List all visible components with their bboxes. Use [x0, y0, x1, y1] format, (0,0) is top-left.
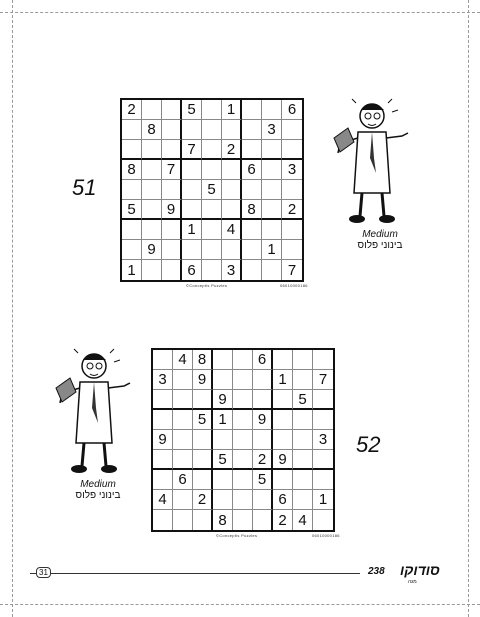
empty-cell[interactable]: [233, 410, 253, 430]
given-cell[interactable]: 1: [122, 260, 142, 280]
trim-line-bottom: [0, 604, 480, 605]
empty-cell[interactable]: [293, 450, 313, 470]
empty-cell[interactable]: [313, 470, 333, 490]
given-cell[interactable]: 1: [222, 100, 242, 120]
empty-cell[interactable]: [242, 240, 262, 260]
empty-cell[interactable]: [313, 350, 333, 370]
empty-cell[interactable]: [142, 180, 162, 200]
empty-cell[interactable]: [222, 160, 242, 180]
given-cell[interactable]: 7: [162, 160, 182, 180]
given-cell[interactable]: 1: [262, 240, 282, 260]
trim-line-right: [468, 0, 469, 617]
given-cell[interactable]: 8: [193, 350, 213, 370]
empty-cell[interactable]: [313, 510, 333, 530]
given-cell[interactable]: 8: [213, 510, 233, 530]
copyright-51: ©Conceptis Puzzles: [186, 283, 228, 288]
empty-cell[interactable]: [142, 160, 162, 180]
empty-cell[interactable]: [233, 490, 253, 510]
empty-cell[interactable]: [153, 410, 173, 430]
empty-cell[interactable]: [153, 450, 173, 470]
footer-logo-sub: מגה: [408, 579, 417, 585]
empty-cell[interactable]: [253, 430, 273, 450]
empty-cell[interactable]: [162, 240, 182, 260]
empty-cell[interactable]: [282, 220, 302, 240]
empty-cell[interactable]: [293, 430, 313, 450]
empty-cell[interactable]: [242, 180, 262, 200]
given-cell[interactable]: 6: [173, 470, 193, 490]
sudoku-grid-51[interactable]: [120, 98, 304, 282]
empty-cell[interactable]: [162, 140, 182, 160]
empty-cell[interactable]: [262, 160, 282, 180]
given-cell[interactable]: 3: [262, 120, 282, 140]
given-cell[interactable]: 1: [273, 370, 293, 390]
given-cell[interactable]: 2: [122, 100, 142, 120]
difficulty-en-52: Medium: [80, 479, 116, 490]
given-cell[interactable]: 2: [193, 490, 213, 510]
given-cell[interactable]: 7: [287, 261, 297, 279]
difficulty-he-52: בינוני פלוס: [75, 490, 121, 501]
given-cell[interactable]: 5: [122, 200, 142, 220]
empty-cell[interactable]: [153, 350, 173, 370]
empty-cell[interactable]: [233, 390, 253, 410]
empty-cell[interactable]: [313, 450, 333, 470]
given-cell[interactable]: 1: [313, 490, 333, 510]
empty-cell[interactable]: [293, 470, 313, 490]
empty-cell[interactable]: [313, 410, 333, 430]
empty-cell[interactable]: [202, 140, 222, 160]
given-cell[interactable]: 4: [173, 350, 193, 370]
empty-cell[interactable]: [293, 350, 313, 370]
empty-cell[interactable]: [233, 370, 253, 390]
given-cell[interactable]: 4: [293, 510, 313, 530]
empty-cell[interactable]: [222, 120, 242, 140]
given-cell[interactable]: 8: [122, 160, 142, 180]
given-cell[interactable]: 1: [182, 220, 202, 240]
given-cell[interactable]: 5: [253, 470, 273, 490]
empty-cell[interactable]: [162, 220, 182, 240]
cartoon-professor-icon: [52, 348, 137, 481]
given-cell[interactable]: 9: [193, 370, 213, 390]
empty-cell[interactable]: [122, 120, 142, 140]
given-cell[interactable]: 5: [193, 410, 213, 430]
footer-page-left: 31: [36, 567, 51, 578]
given-cell[interactable]: 9: [253, 410, 273, 430]
empty-cell[interactable]: [282, 240, 302, 260]
empty-cell[interactable]: [202, 120, 222, 140]
empty-cell[interactable]: [142, 140, 162, 160]
given-cell[interactable]: 6: [273, 490, 293, 510]
given-cell[interactable]: 8: [242, 200, 262, 220]
given-cell[interactable]: 2: [222, 140, 242, 160]
empty-cell[interactable]: [162, 180, 182, 200]
given-cell[interactable]: 4: [153, 490, 173, 510]
given-cell[interactable]: 6: [242, 160, 262, 180]
empty-cell[interactable]: [202, 200, 222, 220]
empty-cell[interactable]: [213, 430, 233, 450]
empty-cell[interactable]: [293, 370, 313, 390]
given-cell[interactable]: 5: [202, 180, 222, 200]
given-cell[interactable]: 8: [142, 120, 162, 140]
empty-cell[interactable]: [233, 450, 253, 470]
puzzle-code-51: 06010000186: [280, 283, 308, 288]
given-cell[interactable]: 9: [213, 390, 233, 410]
empty-cell[interactable]: [122, 180, 142, 200]
empty-cell[interactable]: [242, 120, 262, 140]
empty-cell[interactable]: [153, 470, 173, 490]
given-cell[interactable]: 7: [313, 370, 333, 390]
empty-cell[interactable]: [213, 470, 233, 490]
empty-cell[interactable]: [162, 260, 182, 280]
empty-cell[interactable]: [182, 240, 202, 260]
footer-logo: סודוקו: [400, 562, 440, 578]
empty-cell[interactable]: [173, 370, 193, 390]
empty-cell[interactable]: [173, 410, 193, 430]
given-cell[interactable]: 2: [273, 510, 293, 530]
given-cell[interactable]: 9: [273, 450, 293, 470]
given-cell[interactable]: 3: [222, 260, 242, 280]
difficulty-label-52: [58, 479, 138, 501]
empty-cell[interactable]: [262, 220, 282, 240]
empty-cell[interactable]: [242, 220, 262, 240]
given-cell[interactable]: 3: [153, 370, 173, 390]
empty-cell[interactable]: [282, 140, 302, 160]
given-cell[interactable]: 3: [282, 160, 302, 180]
difficulty-he-51: בינוני פלוס: [357, 240, 403, 251]
empty-cell[interactable]: [253, 510, 273, 530]
empty-cell[interactable]: [202, 160, 222, 180]
empty-cell[interactable]: [262, 140, 282, 160]
empty-cell[interactable]: [202, 260, 222, 280]
copyright-52: ©Conceptis Puzzles: [216, 533, 258, 538]
given-cell[interactable]: 5: [182, 100, 202, 120]
empty-cell[interactable]: [313, 390, 333, 410]
empty-cell[interactable]: [202, 100, 222, 120]
given-cell[interactable]: 3: [313, 430, 333, 450]
empty-cell[interactable]: [242, 140, 262, 160]
empty-cell[interactable]: [122, 140, 142, 160]
empty-cell[interactable]: [213, 490, 233, 510]
empty-cell[interactable]: [273, 470, 293, 490]
empty-cell[interactable]: [182, 120, 202, 140]
empty-cell[interactable]: [122, 240, 142, 260]
empty-cell[interactable]: [202, 220, 222, 240]
given-cell[interactable]: 6: [182, 260, 202, 280]
given-cell[interactable]: 7: [182, 140, 202, 160]
given-cell[interactable]: 5: [293, 390, 313, 410]
empty-cell[interactable]: [193, 390, 213, 410]
empty-cell[interactable]: [142, 100, 162, 120]
given-cell[interactable]: 5: [213, 450, 233, 470]
empty-cell[interactable]: [193, 470, 213, 490]
empty-cell[interactable]: [273, 390, 293, 410]
empty-cell[interactable]: [153, 390, 173, 410]
sudoku-grid-52[interactable]: [151, 348, 335, 532]
empty-cell[interactable]: [153, 510, 173, 530]
trim-line-top: [0, 12, 480, 13]
empty-cell[interactable]: [242, 260, 262, 280]
empty-cell[interactable]: [233, 350, 253, 370]
empty-cell[interactable]: [293, 490, 313, 510]
empty-cell[interactable]: [273, 430, 293, 450]
puzzle-number-52: 52: [356, 432, 381, 457]
empty-cell[interactable]: [142, 220, 162, 240]
given-cell[interactable]: 2: [253, 450, 273, 470]
empty-cell[interactable]: [182, 180, 202, 200]
empty-cell[interactable]: [213, 370, 233, 390]
empty-cell[interactable]: [242, 100, 262, 120]
empty-cell[interactable]: [262, 100, 282, 120]
empty-cell[interactable]: [202, 240, 222, 260]
puzzle-code-52: 06010000186: [312, 533, 340, 538]
given-cell[interactable]: 6: [282, 100, 302, 120]
empty-cell[interactable]: [253, 490, 273, 510]
difficulty-en-51: Medium: [362, 229, 398, 240]
empty-cell[interactable]: [173, 510, 193, 530]
empty-cell[interactable]: [162, 100, 182, 120]
empty-cell[interactable]: [282, 120, 302, 140]
given-cell[interactable]: 4: [222, 220, 242, 240]
given-cell[interactable]: 1: [213, 410, 233, 430]
empty-cell[interactable]: [273, 410, 293, 430]
empty-cell[interactable]: [262, 200, 282, 220]
empty-cell[interactable]: [233, 510, 253, 530]
empty-cell[interactable]: [222, 240, 242, 260]
given-cell[interactable]: 9: [142, 240, 162, 260]
empty-cell[interactable]: [173, 490, 193, 510]
empty-cell[interactable]: [182, 200, 202, 220]
given-cell[interactable]: 9: [153, 430, 173, 450]
empty-cell[interactable]: [262, 180, 282, 200]
cartoon-professor-icon: [330, 98, 415, 231]
empty-cell[interactable]: [253, 370, 273, 390]
empty-cell[interactable]: [233, 470, 253, 490]
footer-page-number: 238: [368, 566, 385, 577]
trim-line-left: [12, 0, 13, 617]
difficulty-label-51: [340, 229, 420, 251]
puzzle-number-51: 51: [72, 175, 97, 200]
empty-cell[interactable]: [293, 410, 313, 430]
empty-cell[interactable]: [193, 450, 213, 470]
empty-cell[interactable]: [193, 510, 213, 530]
empty-cell[interactable]: [182, 160, 202, 180]
empty-cell[interactable]: [233, 430, 253, 450]
given-cell[interactable]: 9: [162, 200, 182, 220]
given-cell[interactable]: 6: [253, 350, 273, 370]
empty-cell[interactable]: [142, 200, 162, 220]
empty-cell[interactable]: [282, 180, 302, 200]
empty-cell[interactable]: [222, 180, 242, 200]
empty-cell[interactable]: [273, 350, 293, 370]
given-cell[interactable]: 2: [282, 200, 302, 220]
empty-cell[interactable]: [213, 350, 233, 370]
footer-rule: [30, 573, 360, 574]
empty-cell[interactable]: [193, 430, 213, 450]
empty-cell[interactable]: [262, 260, 282, 280]
empty-cell[interactable]: [142, 260, 162, 280]
empty-cell[interactable]: [253, 390, 273, 410]
empty-cell[interactable]: [222, 200, 242, 220]
empty-cell[interactable]: [162, 120, 182, 140]
empty-cell[interactable]: [173, 450, 193, 470]
empty-cell[interactable]: [122, 220, 142, 240]
empty-cell[interactable]: [173, 430, 193, 450]
empty-cell[interactable]: [173, 390, 193, 410]
